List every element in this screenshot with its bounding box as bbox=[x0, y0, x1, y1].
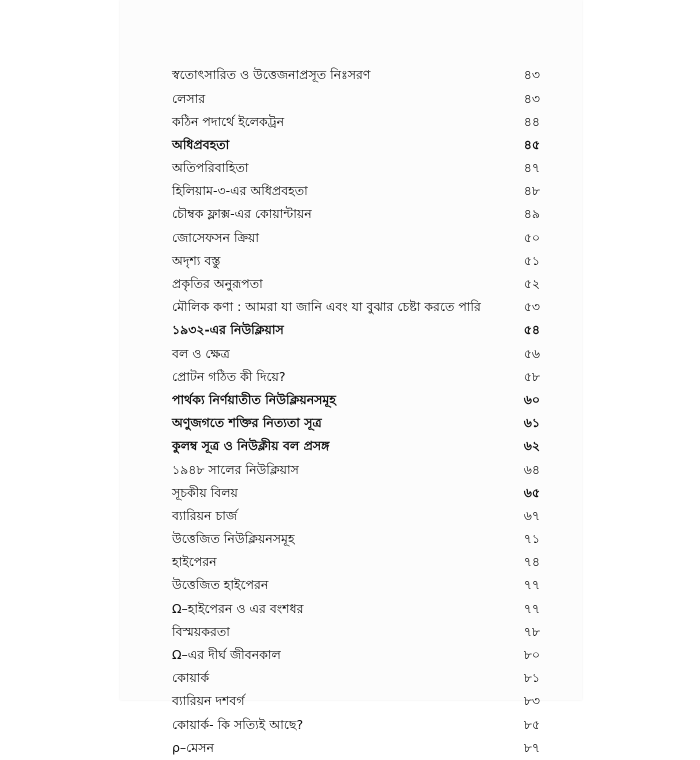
toc-entry-title: ১৯৪৮ সালের নিউক্লিয়াস bbox=[172, 461, 299, 477]
toc-entry-page: ৭৭ bbox=[523, 600, 540, 616]
toc-entry-title: পার্থক্য নির্ণয়াতীত নিউক্লিয়নসমূহ bbox=[172, 391, 336, 407]
toc-entry-title: ব্যারিয়ন দশবর্গ bbox=[172, 693, 245, 709]
toc-entry-page: ৫৪ bbox=[523, 322, 540, 338]
toc-entry bbox=[172, 87, 540, 110]
toc-entry-page: ৭৪ bbox=[523, 554, 540, 570]
toc-entry-page: ৫৬ bbox=[523, 345, 540, 361]
toc-entry-page: ৭৭ bbox=[523, 577, 540, 593]
toc-entry bbox=[172, 134, 540, 157]
toc-entry bbox=[172, 528, 540, 551]
toc-entry-page: ৮১ bbox=[523, 670, 540, 686]
toc-entry bbox=[172, 435, 540, 458]
toc-entry-page: ৪৫ bbox=[523, 136, 540, 152]
toc-entry bbox=[172, 574, 540, 597]
toc-entry-title: লেসার bbox=[172, 90, 206, 106]
toc-entry-page: ৮৫ bbox=[523, 716, 540, 732]
toc-entry bbox=[172, 250, 540, 273]
toc-entry bbox=[172, 365, 540, 388]
toc-entry-title: হাইপেরন bbox=[172, 554, 217, 570]
toc-entry-title: অণুজগতে শক্তির নিত্যতা সূত্র bbox=[172, 415, 322, 431]
toc-entry bbox=[172, 621, 540, 644]
toc-entry-title: ব্যারিয়ন চার্জ bbox=[172, 507, 238, 523]
toc-entry bbox=[172, 110, 540, 133]
toc-entry-page: ৪৯ bbox=[523, 206, 540, 222]
toc-entry bbox=[172, 226, 540, 249]
toc-entry-page: ৬৪ bbox=[523, 461, 540, 477]
toc-entry-title: জোসেফসন ক্রিয়া bbox=[172, 229, 260, 245]
toc-entry-page: ৬৫ bbox=[523, 484, 540, 500]
toc-entry-page: ৫০ bbox=[523, 229, 540, 245]
toc-entry bbox=[172, 296, 540, 319]
toc-entry-title: স্বতোৎসারিত ও উত্তেজনাপ্রসূত নিঃসরণ bbox=[172, 67, 371, 83]
toc-entry-page: ৮৭ bbox=[523, 739, 540, 755]
toc-entry-page: ৪৩ bbox=[523, 67, 540, 83]
toc-entry-page: ৫৩ bbox=[523, 299, 540, 315]
toc-entry-page: ৭৮ bbox=[523, 623, 540, 639]
toc-entry-title: প্রকৃতির অনুরূপতা bbox=[172, 276, 263, 292]
toc-entry-title: মৌলিক কণা : আমরা যা জানি এবং যা বুঝার চেষ্টা করতে পারি bbox=[172, 299, 481, 315]
toc-entry-page: ৪৮ bbox=[523, 183, 540, 199]
toc-entry-title: প্রোটন গঠিত কী দিয়ে? bbox=[172, 368, 286, 384]
toc-entry-title: অতিপরিবাহিতা bbox=[172, 160, 249, 176]
toc-entry-title: ১৯৩২-এর নিউক্লিয়াস bbox=[172, 322, 284, 338]
toc-entry-page: ৫২ bbox=[523, 276, 540, 292]
toc-entry bbox=[172, 342, 540, 365]
toc-entry-title: Ω–এর দীর্ঘ জীবনকাল bbox=[172, 647, 281, 663]
toc-entry-title: অধিপ্রবহতা bbox=[172, 136, 230, 152]
toc-entry-page: ৫১ bbox=[523, 252, 540, 268]
toc-entry-title: অদৃশ্য বস্তু bbox=[172, 252, 221, 268]
toc-entry-title: কুলম্ব সূত্র ও নিউক্লীয় বল প্রসঙ্গ bbox=[172, 438, 330, 454]
toc-entry-title: সূচকীয় বিলয় bbox=[172, 484, 238, 500]
toc-entry-title: ρ–মেসন bbox=[172, 739, 214, 755]
toc-entry-page: ৪৩ bbox=[523, 90, 540, 106]
toc-entry bbox=[172, 690, 540, 713]
toc-entry bbox=[172, 458, 540, 481]
toc-entry-page: ৪৭ bbox=[523, 160, 540, 176]
toc-entry bbox=[172, 736, 540, 759]
toc-entry-page: ৪৪ bbox=[523, 113, 540, 129]
toc-entry bbox=[172, 389, 540, 412]
toc-entry-page: ৮৩ bbox=[523, 693, 540, 709]
toc-entry-title: উত্তেজিত নিউক্লিয়নসমূহ bbox=[172, 531, 295, 547]
toc-entry-title: উত্তেজিত হাইপেরন bbox=[172, 577, 269, 593]
toc-entry-title: কোয়ার্ক bbox=[172, 670, 210, 686]
toc-entry-title: হিলিয়াম-৩-এর অধিপ্রবহতা bbox=[172, 183, 308, 199]
toc-entry-title: বল ও ক্ষেত্র bbox=[172, 345, 230, 361]
toc-entry-page: ৮০ bbox=[523, 647, 540, 663]
toc-entry bbox=[172, 319, 540, 342]
toc-entry bbox=[172, 713, 540, 736]
toc-entry-title: চৌম্বক ফ্লাক্স-এর কোয়ান্টায়ন bbox=[172, 206, 312, 222]
toc-entry-title: Ω–হাইপেরন ও এর বংশধর bbox=[172, 600, 304, 616]
toc-entry-page: ৬১ bbox=[523, 415, 540, 431]
toc-entry bbox=[172, 180, 540, 203]
toc-entry bbox=[172, 273, 540, 296]
toc-entry bbox=[172, 667, 540, 690]
toc-entry bbox=[172, 644, 540, 667]
toc-entry-title: বিস্ময়করতা bbox=[172, 623, 230, 639]
toc-entry-title: কোয়ার্ক- কি সত্যিই আছে? bbox=[172, 716, 304, 732]
toc-entry bbox=[172, 412, 540, 435]
toc-entry-page: ৭১ bbox=[523, 531, 540, 547]
toc-entry-page: ৬২ bbox=[523, 438, 540, 454]
toc-entry-page: ৬০ bbox=[523, 391, 540, 407]
toc-entry bbox=[172, 203, 540, 226]
toc-entry bbox=[172, 64, 540, 87]
toc-entry-page: ৫৮ bbox=[523, 368, 540, 384]
table-of-contents bbox=[172, 64, 540, 760]
toc-entry bbox=[172, 551, 540, 574]
toc-entry bbox=[172, 505, 540, 528]
toc-entry bbox=[172, 597, 540, 620]
toc-entry bbox=[172, 481, 540, 504]
toc-entry-title: কঠিন পদার্থে ইলেকট্রন bbox=[172, 113, 285, 129]
toc-entry bbox=[172, 157, 540, 180]
toc-entry-page: ৬৭ bbox=[523, 507, 540, 523]
